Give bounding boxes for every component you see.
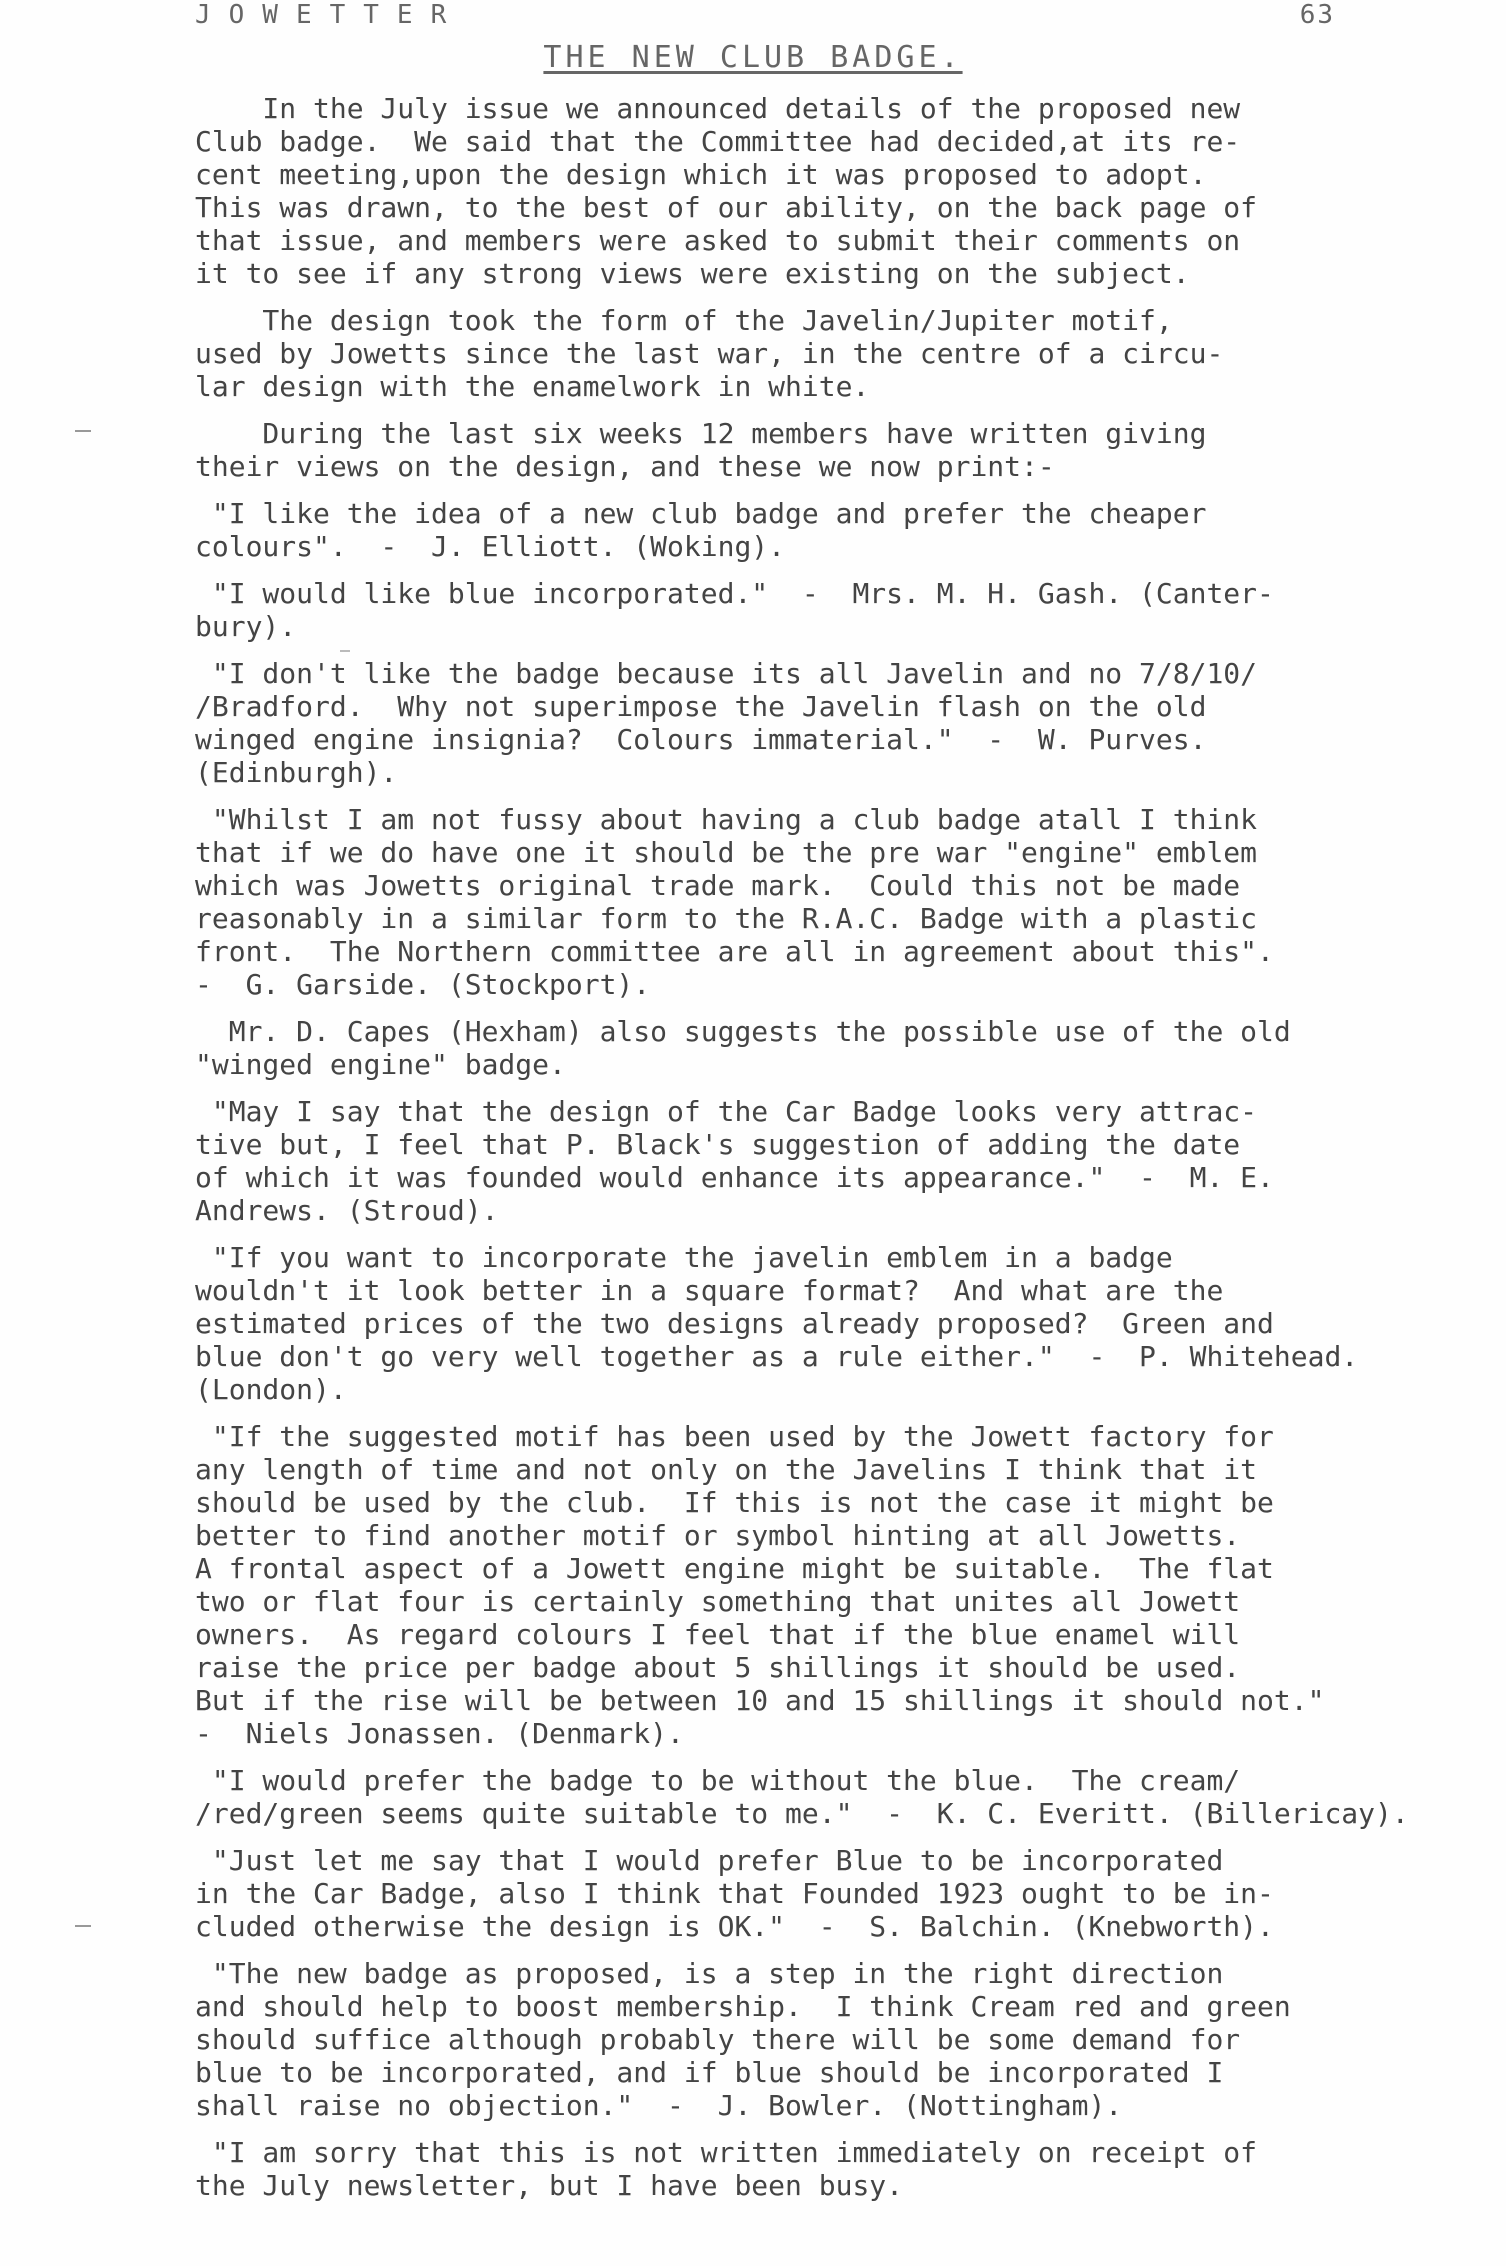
- text-line: "The new badge as proposed, is a step in the right direction: [195, 1957, 1224, 1990]
- paragraph-gap: [195, 2122, 1395, 2136]
- text-line: bury).: [195, 610, 297, 643]
- text-line: (Edinburgh).: [195, 756, 398, 789]
- text-line: cent meeting,upon the design which it was proposed to adopt.: [195, 158, 1207, 191]
- text-line: should be used by the club. If this is not the case it might be: [195, 1486, 1274, 1519]
- text-line: should suffice although probably there will be some demand for: [195, 2023, 1241, 2056]
- text-line: owners. As regard colours I feel that if the blue enamel will: [195, 1618, 1241, 1651]
- text-line: tive but, I feel that P. Black's suggestion of adding the date: [195, 1128, 1241, 1161]
- paragraph-gap: [195, 483, 1395, 497]
- text-line: "I am sorry that this is not written immediately on receipt of: [195, 2136, 1258, 2169]
- text-line: estimated prices of the two designs already proposed? Green and: [195, 1307, 1274, 1340]
- text-line: cluded otherwise the design is OK." - S. Balchin. (Knebworth).: [195, 1910, 1274, 1943]
- paragraph: [195, 417, 1395, 483]
- text-line: and should help to boost membership. I think Cream red and green: [195, 1990, 1291, 2023]
- text-line: which was Jowetts original trade mark. Could this not be made: [195, 869, 1241, 902]
- text-line: any length of time and not only on the Javelins I think that it: [195, 1453, 1258, 1486]
- text-line: (London).: [195, 1373, 347, 1406]
- text-line: During the last six weeks 12 members have written giving: [195, 417, 1207, 450]
- text-line: A frontal aspect of a Jowett engine might be suitable. The flat: [195, 1552, 1274, 1585]
- text-line: wouldn't it look better in a square format? And what are the: [195, 1274, 1224, 1307]
- text-line: "Just let me say that I would prefer Blue to be incorporated: [195, 1844, 1224, 1877]
- text-line: "Whilst I am not fussy about having a club badge atall I think: [195, 803, 1258, 836]
- paragraph: [195, 1957, 1395, 2122]
- text-line: This was drawn, to the best of our ability, on the back page of: [195, 191, 1258, 224]
- paragraph: [195, 657, 1395, 789]
- text-line: "I don't like the badge because its all Javelin and no 7/8/10/: [195, 657, 1258, 690]
- paragraph-gap: [195, 643, 1395, 657]
- paragraph: [195, 1241, 1395, 1406]
- text-line: in the Car Badge, also I think that Founded 1923 ought to be in-: [195, 1877, 1274, 1910]
- paragraph: [195, 803, 1395, 1001]
- paragraph-gap: [195, 789, 1395, 803]
- paragraph-gap: [195, 1001, 1395, 1015]
- text-line: Andrews. (Stroud).: [195, 1194, 499, 1227]
- paragraph-gap: [195, 1406, 1395, 1420]
- paragraph: [195, 2136, 1395, 2202]
- paragraph: [195, 1844, 1395, 1943]
- text-line: - G. Garside. (Stockport).: [195, 968, 651, 1001]
- article-body: [195, 92, 1409, 2202]
- paragraph: [195, 1095, 1395, 1227]
- text-line: blue don't go very well together as a rule either." - P. Whitehead.: [195, 1340, 1359, 1373]
- paragraph: [195, 577, 1395, 643]
- text-line: In the July issue we announced details of the proposed new: [195, 92, 1241, 125]
- article-title: [0, 40, 1506, 75]
- paragraph-gap: [195, 1943, 1395, 1957]
- text-line: "If you want to incorporate the javelin emblem in a badge: [195, 1241, 1173, 1274]
- margin-mark: [340, 650, 350, 652]
- text-line: of which it was founded would enhance its appearance." - M. E.: [195, 1161, 1274, 1194]
- text-line: that issue, and members were asked to submit their comments on: [195, 224, 1241, 257]
- text-line: "May I say that the design of the Car Badge looks very attrac-: [195, 1095, 1258, 1128]
- text-line: "winged engine" badge.: [195, 1048, 566, 1081]
- header-title: JOWETTER: [195, 0, 465, 30]
- text-line: colours". - J. Elliott. (Woking).: [195, 530, 786, 563]
- text-line: lar design with the enamelwork in white.: [195, 370, 870, 403]
- text-line: "I like the idea of a new club badge and prefer the cheaper: [195, 497, 1207, 530]
- text-line: it to see if any strong views were existing on the subject.: [195, 257, 1190, 290]
- text-line: "I would like blue incorporated." - Mrs. M. H. Gash. (Canter-: [195, 577, 1274, 610]
- paragraph-gap: [195, 290, 1395, 304]
- text-line: the July newsletter, but I have been busy.: [195, 2169, 904, 2202]
- margin-mark: [75, 430, 91, 432]
- text-line: used by Jowetts since the last war, in the centre of a circu-: [195, 337, 1224, 370]
- text-line: two or flat four is certainly something that unites all Jowett: [195, 1585, 1241, 1618]
- text-line: their views on the design, and these we now print:-: [195, 450, 1055, 483]
- paragraph-gap: [195, 1830, 1395, 1844]
- text-line: raise the price per badge about 5 shillings it should be used.: [195, 1651, 1241, 1684]
- text-line: "If the suggested motif has been used by the Jowett factory for: [195, 1420, 1274, 1453]
- text-line: shall raise no objection." - J. Bowler. (Nottingham).: [195, 2089, 1123, 2122]
- paragraph: [195, 304, 1395, 403]
- text-line: reasonably in a similar form to the R.A.C. Badge with a plastic: [195, 902, 1258, 935]
- text-line: But if the rise will be between 10 and 15 shillings it should not.": [195, 1684, 1325, 1717]
- text-line: that if we do have one it should be the pre war "engine" emblem: [195, 836, 1258, 869]
- text-line: "I would prefer the badge to be without the blue. The cream/: [195, 1764, 1241, 1797]
- page-header: [195, 0, 1335, 30]
- paragraph: [195, 1764, 1409, 1830]
- margin-mark: [75, 1925, 91, 1927]
- paragraph-gap: [195, 1081, 1395, 1095]
- paragraph-gap: [195, 403, 1395, 417]
- page-number: 63: [1299, 0, 1335, 30]
- text-line: better to find another motif or symbol hinting at all Jowetts.: [195, 1519, 1241, 1552]
- paragraph: [195, 92, 1395, 290]
- text-line: winged engine insignia? Colours immaterial." - W. Purves.: [195, 723, 1207, 756]
- text-line: front. The Northern committee are all in agreement about this".: [195, 935, 1274, 968]
- paragraph: [195, 1420, 1395, 1750]
- paragraph: [195, 497, 1395, 563]
- text-line: blue to be incorporated, and if blue should be incorporated I: [195, 2056, 1224, 2089]
- text-line: Mr. D. Capes (Hexham) also suggests the possible use of the old: [195, 1015, 1291, 1048]
- paragraph-gap: [195, 563, 1395, 577]
- text-line: /red/green seems quite suitable to me." - K. C. Everitt. (Billericay).: [195, 1797, 1409, 1830]
- text-line: - Niels Jonassen. (Denmark).: [195, 1717, 684, 1750]
- text-line: The design took the form of the Javelin/Jupiter motif,: [195, 304, 1173, 337]
- article-title-text: THE NEW CLUB BADGE.: [543, 40, 963, 75]
- paragraph-gap: [195, 1750, 1395, 1764]
- paragraph-gap: [195, 1227, 1395, 1241]
- paragraph: [195, 1015, 1395, 1081]
- text-line: /Bradford. Why not superimpose the Javelin flash on the old: [195, 690, 1207, 723]
- text-line: Club badge. We said that the Committee had decided,at its re-: [195, 125, 1241, 158]
